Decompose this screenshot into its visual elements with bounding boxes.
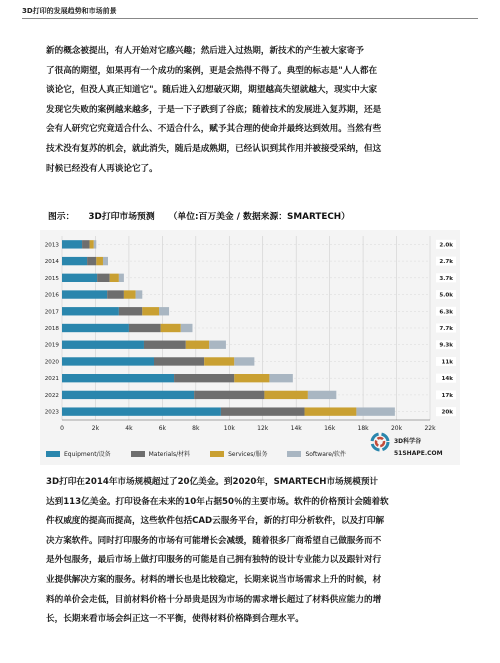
bar-segment-services xyxy=(234,374,269,382)
bar-segment-software xyxy=(234,357,254,365)
data-label: 2.0k xyxy=(439,242,453,249)
text-line: 业提供解决方案的服务。材料的增长也是比较稳定，长期来说当市场需求上升的时候，材 xyxy=(46,574,382,585)
bar-segment-materials xyxy=(119,307,142,315)
x-tick-label: 14k xyxy=(290,425,302,432)
text-line: 3D打印在2014年市场规模超过了20亿美金。到2020年，SMARTECH市场规模预计 xyxy=(46,477,379,487)
bar-segment-services xyxy=(204,357,234,365)
legend-label-services: Services/服务 xyxy=(228,451,268,458)
bar-segment-services xyxy=(110,274,119,282)
legend-item-services xyxy=(210,449,267,458)
legend-label-software: Software/软件 xyxy=(305,451,346,458)
bar-segment-materials xyxy=(194,391,264,399)
figure-unit-source: （单位:百万美金 / 数据来源：SMARTECH） xyxy=(168,212,350,222)
legend-label-equipment: Equipment/设备 xyxy=(64,451,111,458)
bar-segment-equipment xyxy=(62,290,107,298)
logo-url: 51SHAPE.COM xyxy=(394,450,443,457)
legend-label-materials: Materials/材料 xyxy=(148,451,191,458)
bar-segment-materials xyxy=(129,324,161,332)
intro-paragraph xyxy=(46,42,476,179)
logo-mark-icon xyxy=(370,432,443,462)
bar-segment-materials xyxy=(174,374,234,382)
brand-logo xyxy=(370,432,443,462)
bar-segment-software xyxy=(103,257,108,265)
x-tick-label: 4k xyxy=(125,425,133,432)
data-label: 9.3k xyxy=(439,342,453,349)
x-tick-label: 0 xyxy=(60,425,64,432)
figure-title: 3D打印市场预测 xyxy=(88,212,155,222)
x-tick-label: 6k xyxy=(158,425,167,432)
header-divider xyxy=(22,18,478,19)
market-paragraph xyxy=(46,473,476,630)
text-line: 达到113亿美金。打印设备在未来的10年占据50％的主要市场。软件的价格预计会随着软 xyxy=(46,496,389,507)
data-label: 6.3k xyxy=(439,309,453,316)
text-line: 件权威度的提高而提高，这些软件包括CAD云服务平台，新的打印分析软件，以及打印解 xyxy=(46,516,385,527)
logo-name: 3D科学谷 xyxy=(394,438,422,445)
data-label: 7.7k xyxy=(439,326,453,332)
bar-segment-services xyxy=(305,407,357,415)
data-label: 14k xyxy=(441,376,453,383)
x-tick-label: 22k xyxy=(424,425,436,432)
text-line: 新的概念被提出，有人开始对它感兴趣；然后进入过热期，新技术的产生被大家寄予 xyxy=(46,46,364,56)
bar-segment-equipment xyxy=(62,407,221,415)
market-forecast-chart xyxy=(40,230,460,465)
bar-segment-equipment xyxy=(62,274,97,282)
figure-caption xyxy=(48,209,364,222)
data-label: 11k xyxy=(441,359,453,366)
bar-segment-software xyxy=(269,374,292,382)
bar-segment-materials xyxy=(154,357,204,365)
data-label: 17k xyxy=(441,392,453,399)
bar-segment-software xyxy=(181,324,193,332)
running-header: 3D打印的发展趋势和市场前景 xyxy=(22,7,117,15)
text-line: 了很高的期望，如果再有一个成功的案例，更是会热得不得了。典型的标志是"人人都在 xyxy=(46,65,378,76)
y-category-label: 2013 xyxy=(44,242,59,249)
x-tick-label: 2k xyxy=(91,425,100,432)
y-category-label: 2022 xyxy=(44,392,59,399)
bar-segment-materials xyxy=(221,407,305,415)
x-tick-label: 18k xyxy=(357,425,369,432)
data-label: 20k xyxy=(441,409,453,416)
bar-segment-equipment xyxy=(62,240,82,248)
y-category-label: 2014 xyxy=(44,259,59,266)
bar-segment-equipment xyxy=(62,374,174,382)
text-line: 料的单价会走低，目前材料价格十分昂贵是因为市场的需求增长超过了材料供应能力的增 xyxy=(46,594,382,605)
bar-segment-services xyxy=(90,240,94,248)
bar-segment-materials xyxy=(107,290,124,298)
bar-segment-services xyxy=(96,257,103,265)
bar-segment-equipment xyxy=(62,307,119,315)
y-category-label: 2015 xyxy=(44,275,59,282)
bar-segment-materials xyxy=(87,257,96,265)
bar-segment-equipment xyxy=(62,257,87,265)
legend-item-materials xyxy=(131,449,191,458)
text-line: 决方案软件。同时打印服务的市场有可能增长会减缓，随着很多厂商希望自己做服务而不 xyxy=(46,535,382,546)
text-line: 长，长期来看市场会纠正这一不平衡，使得材料价格降到合理水平。 xyxy=(46,614,304,625)
y-category-label: 2016 xyxy=(44,292,59,299)
data-label: 5.0k xyxy=(439,292,453,299)
legend-swatch-software xyxy=(287,451,301,457)
bar-segment-software xyxy=(159,307,169,315)
bar-segment-equipment xyxy=(62,324,129,332)
text-line: 是外包服务，最后市场上做打印服务的可能是自己拥有独特的设计专业能力以及跟针对行 xyxy=(46,555,382,566)
chart-legend xyxy=(46,449,346,458)
text-line: 发现它失败的案例越来越多，于是一下子跌到了谷底；随着技术的发展进入复苏期，还是 xyxy=(46,104,382,115)
text-line: 时候已经没有人再谈论它了。 xyxy=(46,163,158,174)
y-category-label: 2023 xyxy=(44,409,59,416)
legend-item-software xyxy=(287,449,345,458)
x-tick-label: 16k xyxy=(324,425,336,432)
bar-segment-software xyxy=(308,391,336,399)
bar-segment-materials xyxy=(97,274,110,282)
bar-segment-software xyxy=(209,341,226,349)
bar-segment-materials xyxy=(82,240,90,248)
y-category-label: 2017 xyxy=(44,309,59,316)
bar-segment-equipment xyxy=(62,357,154,365)
text-line: 技术没有复苏的机会，就此消失，随后是成熟期，已经认识到其作用并被接受采纳，但这 xyxy=(46,143,382,154)
x-tick-label: 8k xyxy=(192,425,200,432)
bar-segment-services xyxy=(186,341,209,349)
bar-segment-equipment xyxy=(62,391,194,399)
bar-segment-materials xyxy=(144,341,186,349)
text-line: 会有人研究它究竟适合什么、不适合什么，赋予其合理的使命并最终达到效用。当然有些 xyxy=(46,124,382,135)
bar-segment-services xyxy=(142,307,159,315)
text-line: 谈论它，但没人真正知道它"。随后进入幻想破灭期，期望越高失望就越大，现实中大家 xyxy=(46,85,378,96)
y-category-label: 2018 xyxy=(44,326,59,332)
data-label: 3.7k xyxy=(439,275,453,282)
bar-segment-services xyxy=(264,391,307,399)
legend-swatch-equipment xyxy=(46,451,60,457)
x-tick-label: 12k xyxy=(257,425,269,432)
y-category-label: 2019 xyxy=(44,342,59,349)
chart-panel xyxy=(40,230,460,465)
legend-swatch-services xyxy=(210,451,224,457)
y-category-label: 2020 xyxy=(44,359,59,366)
legend-swatch-materials xyxy=(131,451,145,457)
legend-item-equipment xyxy=(46,449,111,458)
y-category-label: 2021 xyxy=(44,376,59,383)
bar-segment-software xyxy=(356,407,394,415)
bar-segment-equipment xyxy=(62,341,144,349)
bar-segment-services xyxy=(161,324,181,332)
bar-segment-software xyxy=(119,274,124,282)
figure-label: 图示： xyxy=(48,212,75,222)
x-tick-label: 10k xyxy=(223,425,235,432)
bar-segment-services xyxy=(124,290,136,298)
data-label: 2.7k xyxy=(439,259,453,266)
bar-segment-software xyxy=(136,290,143,298)
bar-segment-software xyxy=(94,240,97,248)
x-tick-label: 20k xyxy=(390,425,403,432)
